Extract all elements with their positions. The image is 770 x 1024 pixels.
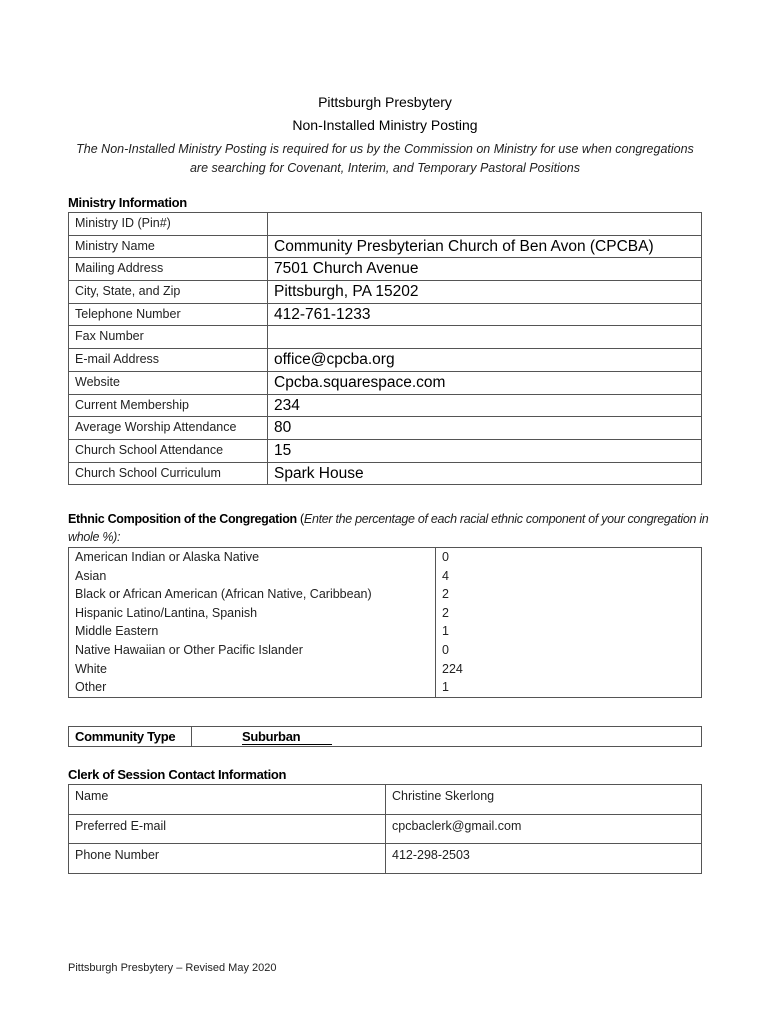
table-row (69, 844, 702, 874)
table-row (69, 604, 702, 623)
ethnic-value-field[interactable]: 2 (436, 585, 702, 604)
ethnic-label: White (69, 660, 436, 679)
ethnic-label: American Indian or Alaska Native (69, 548, 436, 567)
community-type-field[interactable]: Suburban (242, 729, 332, 745)
ministry-info-heading: Ministry Information (68, 195, 187, 210)
document-description: The Non-Installed Ministry Posting is required for us by the Commission on Ministry for use when congregations are searching for Covenant, Interim, and Temporary Pastoral Positions (76, 142, 694, 175)
table-row (69, 326, 702, 349)
telephone-field[interactable]: 412-761-1233 (268, 303, 702, 326)
table-row (69, 371, 702, 394)
ethnic-value-field[interactable]: 1 (436, 678, 702, 697)
clerk-phone-label: Phone Number (69, 844, 386, 874)
school-attendance-field[interactable]: 15 (268, 439, 702, 462)
ministry-name-label: Ministry Name (69, 235, 268, 258)
document-title: Pittsburgh Presbytery (318, 94, 452, 110)
clerk-name-label: Name (69, 785, 386, 815)
ethnic-value-field[interactable]: 4 (436, 567, 702, 586)
table-row (69, 213, 702, 236)
table-row (69, 349, 702, 372)
membership-label: Current Membership (69, 394, 268, 417)
website-field[interactable]: Cpcba.squarespace.com (268, 371, 702, 394)
ethnic-value-field[interactable]: 1 (436, 622, 702, 641)
telephone-label: Telephone Number (69, 303, 268, 326)
website-label: Website (69, 371, 268, 394)
clerk-phone-field[interactable]: 412-298-2503 (386, 844, 702, 874)
table-row (69, 548, 702, 567)
clerk-contact-table (68, 784, 702, 874)
table-row (69, 439, 702, 462)
fax-label: Fax Number (69, 326, 268, 349)
community-type-label: Community Type (69, 727, 192, 747)
worship-attendance-field[interactable]: 80 (268, 417, 702, 440)
city-state-zip-field[interactable]: Pittsburgh, PA 15202 (268, 281, 702, 304)
ethnic-composition-table (68, 547, 702, 698)
document-subtitle: Non-Installed Ministry Posting (292, 117, 478, 133)
table-row (69, 258, 702, 281)
table-row (69, 727, 702, 747)
ethnic-value-field[interactable]: 2 (436, 604, 702, 623)
table-row (69, 641, 702, 660)
ethnic-composition-heading (68, 510, 718, 546)
ethnic-label: Asian (69, 567, 436, 586)
clerk-name-field[interactable]: Christine Skerlong (386, 785, 702, 815)
clerk-email-label: Preferred E-mail (69, 814, 386, 844)
membership-field[interactable]: 234 (268, 394, 702, 417)
community-type-table (68, 726, 702, 747)
ethnic-value-field[interactable]: 0 (436, 641, 702, 660)
table-row (69, 678, 702, 697)
mailing-address-label: Mailing Address (69, 258, 268, 281)
clerk-contact-heading: Clerk of Session Contact Information (68, 767, 287, 782)
ethnic-label: Middle Eastern (69, 622, 436, 641)
ethnic-label: Hispanic Latino/Lantina, Spanish (69, 604, 436, 623)
ethnic-value-field[interactable]: 224 (436, 660, 702, 679)
city-state-zip-label: City, State, and Zip (69, 281, 268, 304)
curriculum-field[interactable]: Spark House (268, 462, 702, 485)
table-row (69, 585, 702, 604)
ethnic-label: Other (69, 678, 436, 697)
worship-attendance-label: Average Worship Attendance (69, 417, 268, 440)
ministry-name-field[interactable]: Community Presbyterian Church of Ben Avon (CPCBA) (268, 235, 702, 258)
table-row (69, 567, 702, 586)
ministry-id-label: Ministry ID (Pin#) (69, 213, 268, 236)
table-row (69, 303, 702, 326)
ethnic-heading-instruction: Enter the percentage of each racial ethnic component of your congregation in whole %): (68, 512, 709, 544)
mailing-address-field[interactable]: 7501 Church Avenue (268, 258, 702, 281)
ethnic-heading-paren: ( (296, 512, 304, 526)
community-type-cell[interactable] (192, 727, 702, 747)
school-attendance-label: Church School Attendance (69, 439, 268, 462)
fax-field[interactable] (268, 326, 702, 349)
ethnic-label: Native Hawaiian or Other Pacific Islander (69, 641, 436, 660)
page-footer: Pittsburgh Presbytery – Revised May 2020 (68, 962, 277, 974)
ministry-id-field[interactable] (268, 213, 702, 236)
table-row (69, 660, 702, 679)
ministry-info-table (68, 212, 702, 485)
table-row (69, 281, 702, 304)
ethnic-value-field[interactable]: 0 (436, 548, 702, 567)
clerk-email-field[interactable]: cpcbaclerk@gmail.com (386, 814, 702, 844)
table-row (69, 814, 702, 844)
table-row (69, 394, 702, 417)
ethnic-label: Black or African American (African Native, Caribbean) (69, 585, 436, 604)
table-row (69, 785, 702, 815)
table-row (69, 417, 702, 440)
curriculum-label: Church School Curriculum (69, 462, 268, 485)
table-row (69, 235, 702, 258)
table-row (69, 462, 702, 485)
table-row (69, 622, 702, 641)
email-label: E-mail Address (69, 349, 268, 372)
ethnic-heading-title: Ethnic Composition of the Congregation (68, 512, 297, 526)
email-field[interactable]: office@cpcba.org (268, 349, 702, 372)
